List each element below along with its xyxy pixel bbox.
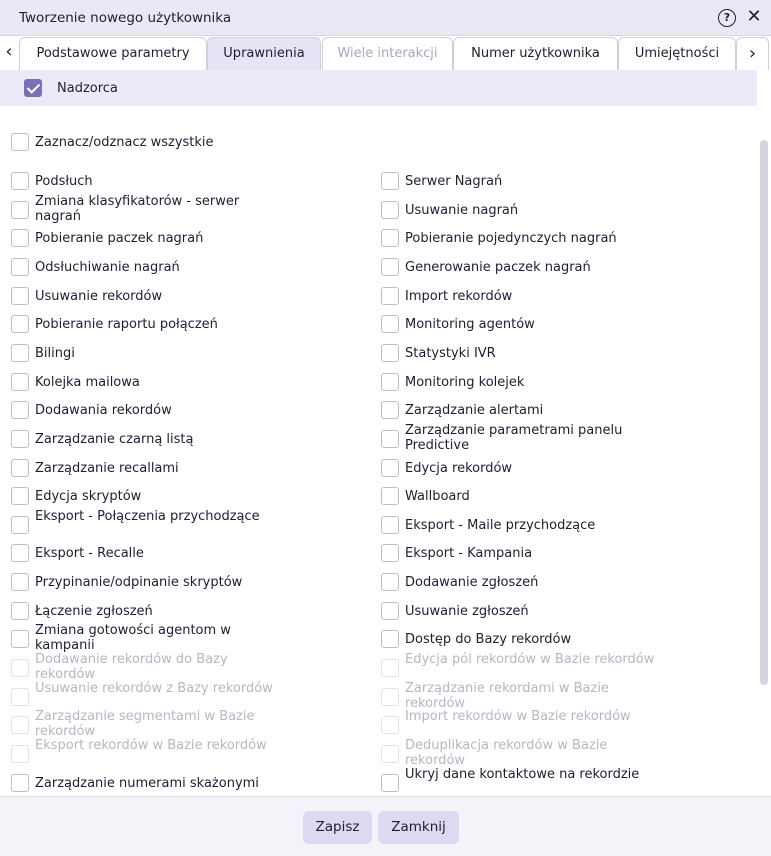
permission-checkbox-right[interactable] <box>381 602 399 620</box>
permission-label-right: Eksport - Kampania <box>405 546 533 561</box>
tab-scroll-left-icon[interactable]: ‹ <box>5 41 13 62</box>
tab-numer-uzytkownika[interactable]: Numer użytkownika <box>453 37 618 70</box>
permission-label-left: Eksport - Połączenia przychodzące <box>35 509 260 524</box>
permission-checkbox-left[interactable] <box>11 315 29 333</box>
permission-label-left: Eksport rekordów w Bazie rekordów <box>35 738 267 753</box>
permission-checkbox-right[interactable] <box>381 573 399 591</box>
permission-label-left: Zmiana gotowości agentom w kampanii <box>35 623 231 653</box>
permission-checkbox-right <box>381 716 399 734</box>
permission-label-left: Zarządzanie segmentami w Bazie rekordów <box>35 709 255 739</box>
permission-label-right: Monitoring kolejek <box>405 375 525 390</box>
permission-checkbox-right[interactable] <box>381 344 399 362</box>
permission-label-right: Serwer Nagrań <box>405 174 503 189</box>
select-all-checkbox[interactable] <box>11 133 29 151</box>
permission-label-right: Edycja pól rekordów w Bazie rekordów <box>405 652 655 667</box>
tab-wiele-interakcji: Wiele interakcji <box>322 37 453 70</box>
permission-checkbox-left[interactable] <box>11 373 29 391</box>
scrollbar-thumb[interactable] <box>760 140 768 685</box>
permission-label-right: Edycja rekordów <box>405 461 513 476</box>
permission-label-right: Pobieranie pojedynczych nagrań <box>405 231 617 246</box>
permission-checkbox-right[interactable] <box>381 544 399 562</box>
permission-checkbox-right[interactable] <box>381 373 399 391</box>
permission-checkbox-left[interactable] <box>11 430 29 448</box>
permission-checkbox-left[interactable] <box>11 544 29 562</box>
permission-checkbox-right[interactable] <box>381 258 399 276</box>
permission-checkbox-left[interactable] <box>11 287 29 305</box>
dialog-footer <box>0 796 771 856</box>
permission-label-left: Eksport - Recalle <box>35 546 144 561</box>
permission-checkbox-left[interactable] <box>11 229 29 247</box>
permission-label-left: Przypinanie/odpinanie skryptów <box>35 575 243 590</box>
permission-label-left: Zarządzanie numerami skażonymi <box>35 776 259 791</box>
permission-label-left: Pobieranie raportu połączeń <box>35 317 218 332</box>
permission-label-right: Zarządzanie rekordami w Bazie rekordów <box>405 681 609 711</box>
permission-checkbox-left[interactable] <box>11 344 29 362</box>
permission-checkbox-left <box>11 716 29 734</box>
permission-checkbox-left[interactable] <box>11 602 29 620</box>
permission-label-left: Zarządzanie recallami <box>35 461 179 476</box>
permission-label-right: Import rekordów w Bazie rekordów <box>405 709 631 724</box>
permission-label-left: Zarządzanie czarną listą <box>35 432 194 447</box>
permission-label-left: Dodawanie rekordów do Bazy rekordów <box>35 652 228 682</box>
close-button[interactable]: Zamknij <box>378 811 459 844</box>
permission-label-left: Dodawania rekordów <box>35 403 172 418</box>
permission-checkbox-right[interactable] <box>381 630 399 648</box>
help-icon[interactable]: ? <box>718 9 736 27</box>
permission-checkbox-right[interactable] <box>381 459 399 477</box>
permission-checkbox-right[interactable] <box>381 774 399 792</box>
permission-label-left: Bilingi <box>35 346 75 361</box>
permission-label-right: Monitoring agentów <box>405 317 535 332</box>
permission-label-left: Usuwanie rekordów z Bazy rekordów <box>35 681 273 696</box>
permission-checkbox-right <box>381 745 399 763</box>
permission-label-left: Podsłuch <box>35 174 93 189</box>
permission-checkbox-right[interactable] <box>381 201 399 219</box>
permission-label-left: Pobieranie paczek nagrań <box>35 231 204 246</box>
permission-checkbox-right[interactable] <box>381 315 399 333</box>
permission-label-right: Statystyki IVR <box>405 346 496 361</box>
dialog-title: Tworzenie nowego użytkownika <box>19 10 232 26</box>
dialog-titlebar <box>0 0 771 36</box>
permission-label-left: Odsłuchiwanie nagrań <box>35 260 180 275</box>
permission-checkbox-right[interactable] <box>381 430 399 448</box>
permission-checkbox-left[interactable] <box>11 487 29 505</box>
supervisor-label: Nadzorca <box>57 81 118 96</box>
tab-bar <box>0 36 771 70</box>
supervisor-checkbox[interactable] <box>24 79 42 97</box>
permission-label-right: Usuwanie zgłoszeń <box>405 604 529 619</box>
permission-label-right: Deduplikacja rekordów w Bazie rekordów <box>405 738 608 768</box>
permission-checkbox-left[interactable] <box>11 573 29 591</box>
supervisor-row <box>0 70 757 106</box>
permission-label-right: Wallboard <box>405 489 470 504</box>
permission-checkbox-left[interactable] <box>11 774 29 792</box>
permission-checkbox-left[interactable] <box>11 459 29 477</box>
permission-label-right: Dodawanie zgłoszeń <box>405 575 539 590</box>
permission-checkbox-left[interactable] <box>11 258 29 276</box>
tab-umiejetnosci[interactable]: Umiejętności <box>618 37 736 70</box>
permission-checkbox-left[interactable] <box>11 516 29 534</box>
permission-checkbox-left[interactable] <box>11 401 29 419</box>
permission-checkbox-right <box>381 688 399 706</box>
permission-checkbox-right[interactable] <box>381 487 399 505</box>
permission-label-left: Łączenie zgłoszeń <box>35 604 153 619</box>
permission-label-right: Generowanie paczek nagrań <box>405 260 591 275</box>
permission-checkbox-left <box>11 745 29 763</box>
permission-label-left: Kolejka mailowa <box>35 375 140 390</box>
save-button[interactable]: Zapisz <box>303 811 372 844</box>
permission-checkbox-left <box>11 688 29 706</box>
permissions-list <box>0 106 771 796</box>
permission-label-right: Zarządzanie alertami <box>405 403 544 418</box>
permission-label-right: Usuwanie nagrań <box>405 203 519 218</box>
permission-checkbox-right[interactable] <box>381 401 399 419</box>
permission-label-left: Zmiana klasyfikatorów - serwer nagrań <box>35 194 240 224</box>
permission-checkbox-left[interactable] <box>11 201 29 219</box>
permission-checkbox-right[interactable] <box>381 172 399 190</box>
permission-checkbox-right[interactable] <box>381 287 399 305</box>
permission-checkbox-left[interactable] <box>11 172 29 190</box>
permission-label-right: Ukryj dane kontaktowe na rekordzie <box>405 767 640 782</box>
tab-uprawnienia[interactable]: Uprawnienia <box>207 37 321 70</box>
permission-label-right: Dostęp do Bazy rekordów <box>405 632 572 647</box>
permission-checkbox-right <box>381 659 399 677</box>
permission-checkbox-right[interactable] <box>381 229 399 247</box>
permission-label-right: Eksport - Maile przychodzące <box>405 518 596 533</box>
select-all-label: Zaznacz/odznacz wszystkie <box>35 135 214 150</box>
close-icon[interactable]: ✕ <box>746 6 762 27</box>
permission-checkbox-left <box>11 659 29 677</box>
permission-label-left: Usuwanie rekordów <box>35 289 163 304</box>
permission-checkbox-left[interactable] <box>11 630 29 648</box>
permission-label-right: Zarządzanie parametrami panelu Predictive <box>405 423 623 453</box>
permission-label-left: Edycja skryptów <box>35 489 142 504</box>
permission-label-right: Import rekordów <box>405 289 513 304</box>
permission-checkbox-right[interactable] <box>381 516 399 534</box>
tab-scroll-right-icon[interactable]: › <box>736 37 769 70</box>
tab-podstawowe-parametry[interactable]: Podstawowe parametry <box>19 37 207 70</box>
